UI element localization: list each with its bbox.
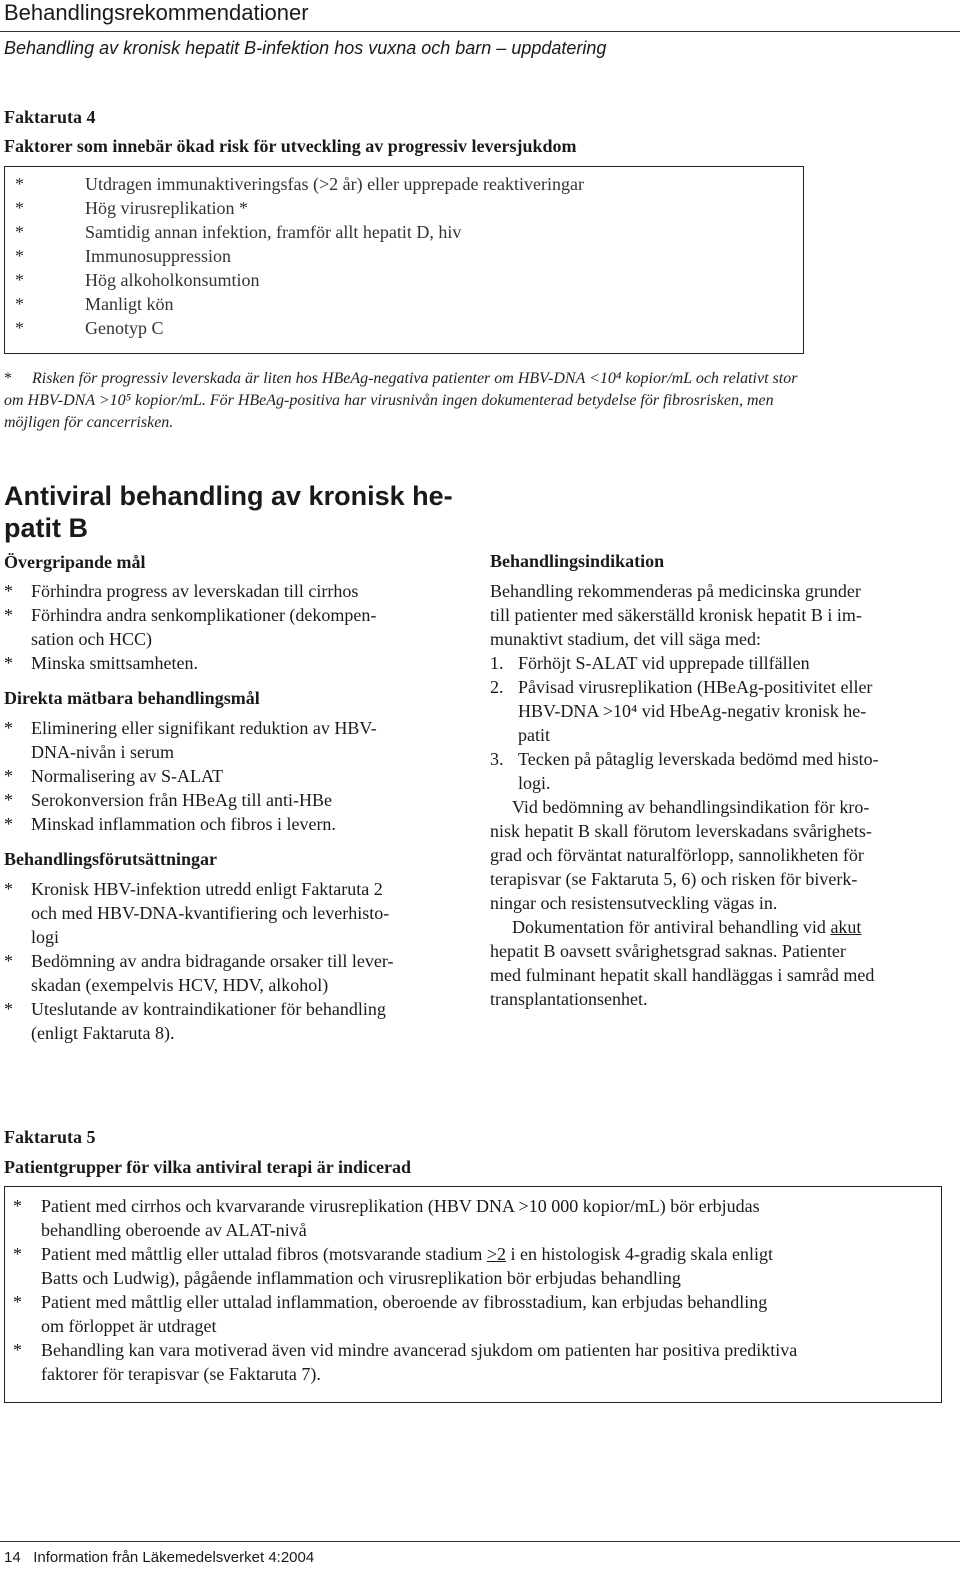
emphasis-underline: akut: [830, 917, 862, 937]
forutsattningar-heading: Behandlingsförutsättningar: [4, 849, 218, 869]
paragraph-line: terapisvar (se Faktaruta 5, 6) och risken för biverk-: [490, 869, 858, 889]
list-item: Kronisk HBV-infektion utredd enligt Faktaruta 2: [31, 879, 383, 899]
list-item-continued: faktorer för terapisvar (se Faktaruta 7).: [41, 1364, 321, 1384]
page-number: 14: [4, 1549, 21, 1566]
list-item-continued: patit: [518, 725, 550, 745]
list-item: Normalisering av S-ALAT: [31, 766, 223, 786]
page-header-title: Behandlingsrekommendationer: [4, 0, 309, 25]
list-item-continued: behandling oberoende av ALAT-nivå: [41, 1220, 307, 1240]
header-divider: [0, 31, 960, 32]
footnote-line: om HBV-DNA >10⁵ kopior/mL. För HBeAg-positiva har virusnivån ingen dokumenterad betydelse för fibrosrisken, men: [4, 392, 774, 409]
list-item-continued: sation och HCC): [31, 629, 152, 649]
list-item-continued: och med HBV-DNA-kvantifiering och leverhisto-: [31, 903, 390, 923]
list-item-continued: om förloppet är utdraget: [41, 1316, 217, 1336]
paragraph-line: hepatit B oavsett svårighetsgrad saknas. Patienter: [490, 941, 846, 961]
paragraph-line: till patienter med säkerställd kronisk hepatit B i im-: [490, 605, 862, 625]
footer-source: Information från Läkemedelsverket 4:2004: [33, 1549, 315, 1566]
list-item-continued: HBV-DNA >10⁴ vid HbeAg-negativ kronisk he-: [518, 701, 867, 721]
list-item: Tecken på påtaglig leverskada bedömd med histo-: [518, 749, 879, 769]
list-item: Förhindra progress av leverskadan till cirrhos: [31, 581, 359, 601]
paragraph-line: med fulminant hepatit skall handläggas i samråd med: [490, 965, 875, 985]
list-number: 1.: [490, 653, 504, 673]
page-footer: [4, 1549, 314, 1567]
faktaruta-5-box: * Patient med cirrhos och kvarvarande virusreplikation (HBV DNA >10 000 kopior/mL) bör erbjudas behandling oberoende av ALAT-nivå * Patient med måttlig eller uttalad fibros (motsvarande stadium >2 i en histologisk 4-gradig skala enligt Batts och Ludwig), pågående inflammation och virusreplikation bör erbjudas behandling * Patient med måttlig eller uttalad inflammation, oberoende av fibrosstadium, kan erbjudas behandling om förloppet är utdraget * Behandling kan vara motiverad även vid mindre avancerad sjukdom om patienten har positiva prediktiva faktorer för terapisvar (se Faktaruta 7).: [4, 1186, 942, 1403]
list-item: Eliminering eller signifikant reduktion av HBV-: [31, 718, 377, 738]
list-item-continued: skadan (exempelvis HCV, HDV, alkohol): [31, 975, 329, 995]
faktaruta-5-title: Patientgrupper för vilka antiviral terapi är indicerad: [4, 1157, 411, 1177]
list-item: Behandling kan vara motiverad även vid mindre avancerad sjukdom om patienten har positiva prediktiva: [41, 1340, 798, 1360]
paragraph-line: Dokumentation för antiviral behandling vid akut: [512, 917, 862, 937]
footer-divider: [0, 1541, 960, 1542]
list-item: Patient med måttlig eller uttalad fibros (motsvarande stadium >2 i en histologisk 4-gradig skala enligt: [41, 1244, 774, 1264]
list-item-continued: DNA-nivån i serum: [31, 742, 174, 762]
paragraph-line: grad och förväntat naturalförlopp, sannolikheten för: [490, 845, 864, 865]
footnote-line: möjligen för cancerrisken.: [4, 414, 174, 431]
list-item: Minska smittsamheten.: [31, 653, 198, 673]
list-item: Förhindra andra senkomplikationer (dekompen-: [31, 605, 377, 625]
section-heading: Antiviral behandling av kronisk he- patit B: [4, 481, 453, 543]
list-item: Patient med cirrhos och kvarvarande virusreplikation (HBV DNA >10 000 kopior/mL) bör erbjudas: [41, 1196, 760, 1216]
list-number: 3.: [490, 749, 504, 769]
paragraph-line: nisk hepatit B skall förutom leverskadans svårighets-: [490, 821, 872, 841]
list-item: Serokonversion från HBeAg till anti-HBe: [31, 790, 332, 810]
list-item: Bedömning av andra bidragande orsaker till lever-: [31, 951, 394, 971]
overgripande-mal-heading: Övergripande mål: [4, 552, 146, 572]
paragraph-line: Vid bedömning av behandlingsindikation för kro-: [512, 797, 870, 817]
faktaruta-4-box: * Utdragen immunaktiveringsfas (>2 år) eller upprepade reaktiveringar * Hög virusreplikation * * Samtidig annan infektion, framför allt hepatit D, hiv * Immunosuppression * Hög alkoholkonsumtion * Manligt kön * Genotyp C: [4, 166, 804, 354]
list-number: 2.: [490, 677, 504, 697]
paragraph-line: ningar och resistensutveckling vägas in.: [490, 893, 778, 913]
paragraph-line: Behandling rekommenderas på medicinska grunder: [490, 581, 861, 601]
footnote-line: Risken för progressiv leverskada är liten hos HBeAg-negativa patienter om HBV-DNA <10⁴ kopior/mL och relativt stor: [32, 370, 798, 387]
paragraph-line: munaktivt stadium, det vill säga med:: [490, 629, 761, 649]
list-item: Patient med måttlig eller uttalad inflammation, oberoende av fibrosstadium, kan erbjudas behandling: [41, 1292, 768, 1312]
faktaruta-5-label: Faktaruta 5: [4, 1127, 96, 1147]
list-item-continued: Batts och Ludwig), pågående inflammation och virusreplikation bör erbjudas behandling: [41, 1268, 681, 1288]
list-item: Minskad inflammation och fibros i levern.: [31, 814, 336, 834]
list-item-continued: logi.: [518, 773, 551, 793]
behandlingsindikation-heading: Behandlingsindikation: [490, 551, 665, 571]
list-item-continued: (enligt Faktaruta 8).: [31, 1023, 175, 1043]
faktaruta-4-label: Faktaruta 4: [4, 107, 96, 127]
list-item: Påvisad virusreplikation (HBeAg-positivitet eller: [518, 677, 873, 697]
list-item: Uteslutande av kontraindikationer för behandling: [31, 999, 386, 1019]
list-item-continued: logi: [31, 927, 60, 947]
list-item: Förhöjt S-ALAT vid upprepade tillfällen: [518, 653, 810, 673]
stadium-value: >2: [486, 1244, 507, 1264]
paragraph-line: transplantationsenhet.: [490, 989, 648, 1009]
faktaruta-4-title: Faktorer som innebär ökad risk för utveckling av progressiv leversjukdom: [4, 136, 577, 156]
direkta-mal-heading: Direkta mätbara behandlingsmål: [4, 688, 260, 708]
page-header-subtitle: Behandling av kronisk hepatit B-infektion hos vuxna och barn – uppdatering: [4, 38, 607, 58]
